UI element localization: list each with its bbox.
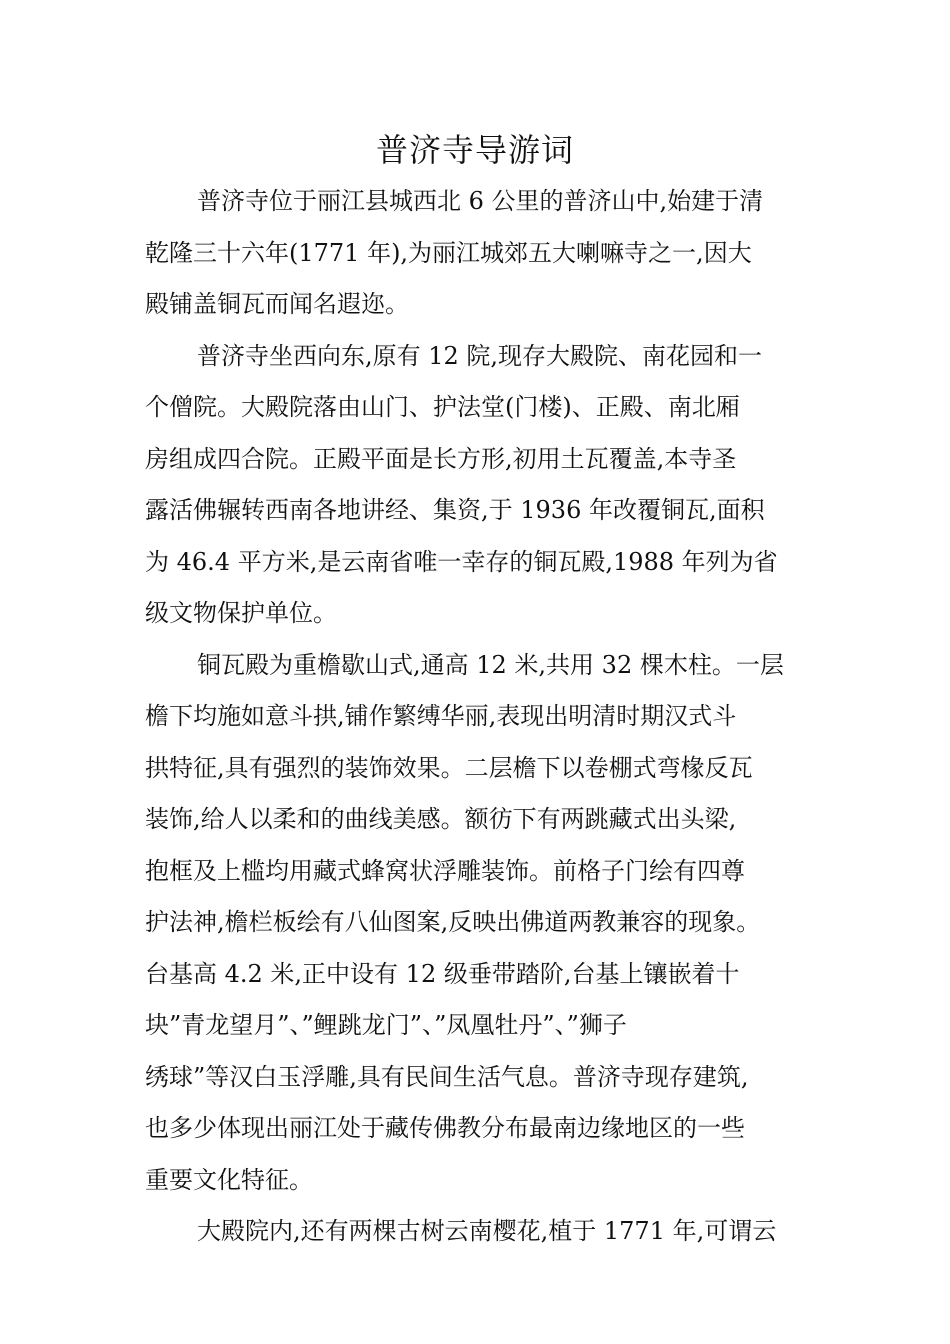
document-title: 普济寺导游词 <box>375 131 574 169</box>
text-line: 普济寺位于丽江县城西北 6 公里的普济山中,始建于清 <box>197 187 764 215</box>
paragraph-3 <box>145 640 810 1207</box>
text-line: 绣球”等汉白玉浮雕,具有民间生活气息。普济寺现存建筑, <box>145 1062 749 1091</box>
text-line: 铜瓦殿为重檐歇山式,通高 12 米,共用 32 棵木柱。一层 <box>197 650 784 679</box>
paragraph-4 <box>145 1206 810 1258</box>
text-line: 为 46.4 平方米,是云南省唯一幸存的铜瓦殿,1988 年列为省 <box>145 547 778 576</box>
text-line: 也多少体现出丽江处于藏传佛教分布最南边缘地区的一些 <box>145 1114 745 1142</box>
text-line: 乾隆三十六年(1771 年),为丽江城郊五大喇嘛寺之一,因大 <box>145 238 752 267</box>
text-line: 块”青龙望月”、”鲤跳龙门”、”凤凰牡丹”、”狮子 <box>145 1011 627 1039</box>
text-line: 重要文化特征。 <box>145 1165 313 1194</box>
text-line: 普济寺坐西向东,原有 12 院,现存大殿院、南花园和一 <box>197 341 763 370</box>
text-line: 抱框及上槛均用藏式蜂窝状浮雕装饰。前格子门绘有四尊 <box>145 856 745 885</box>
text-line: 露活佛辗转西南各地讲经、集资,于 1936 年改覆铜瓦,面积 <box>145 496 765 524</box>
text-line: 殿铺盖铜瓦而闻名遐迩。 <box>145 290 409 318</box>
text-line: 个僧院。大殿院落由山门、护法堂(门楼)、正殿、南北厢 <box>145 393 740 421</box>
text-line: 大殿院内,还有两棵古树云南樱花,植于 1771 年,可谓云 <box>197 1217 777 1245</box>
text-line: 拱特征,具有强烈的装饰效果。二层檐下以卷棚式弯椽反瓦 <box>145 753 753 782</box>
text-line: 房组成四合院。正殿平面是长方形,初用土瓦覆盖,本寺圣 <box>145 444 737 473</box>
text-line: 檐下均施如意斗拱,铺作繁缚华丽,表现出明清时期汉式斗 <box>145 702 737 730</box>
text-line: 护法神,檐栏板绘有八仙图案,反映出佛道两教兼容的现象。 <box>145 908 761 936</box>
text-line: 台基高 4.2 米,正中设有 12 级垂带踏阶,台基上镶嵌着十 <box>145 959 740 988</box>
paragraph-2 <box>145 331 810 640</box>
text-line: 级文物保护单位。 <box>145 599 337 627</box>
document-body <box>145 176 810 1258</box>
text-line: 装饰,给人以柔和的曲线美感。额彷下有两跳藏式出头梁, <box>145 805 737 833</box>
paragraph-1 <box>145 176 810 331</box>
